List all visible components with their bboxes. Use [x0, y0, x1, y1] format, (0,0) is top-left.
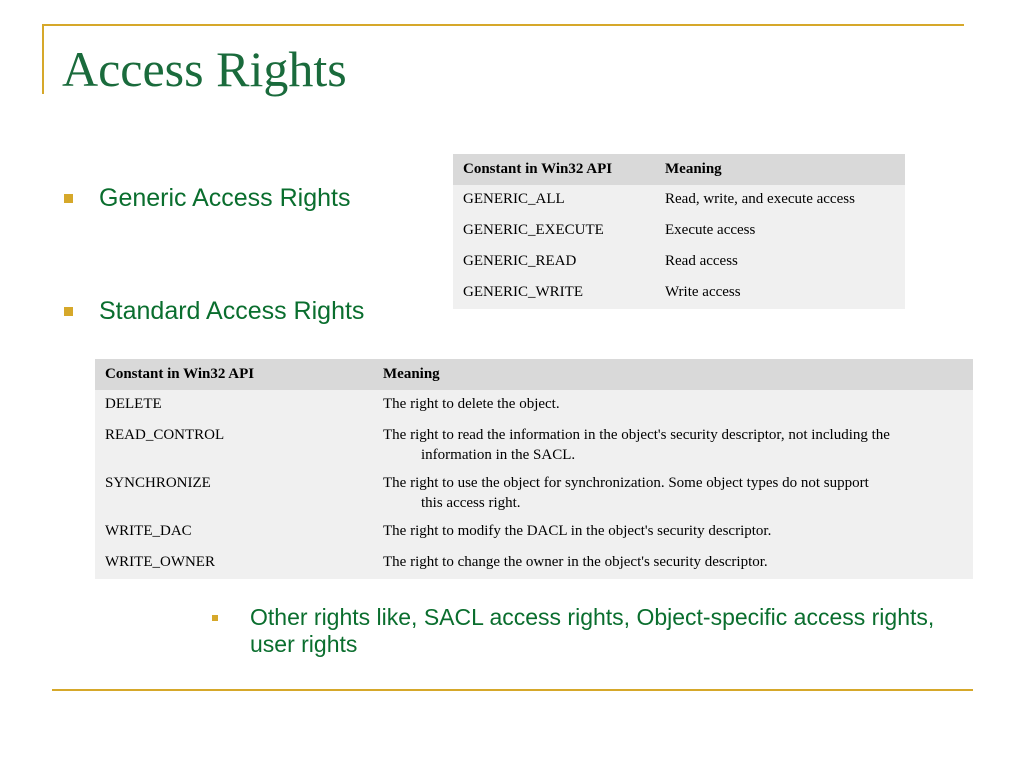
meaning-cell: Write access [655, 278, 905, 309]
meaning-line: The right to read the information in the object's security descriptor, not including the [383, 427, 890, 443]
bullet-text: Standard Access Rights [99, 297, 365, 325]
meaning-cell: Read access [655, 247, 905, 278]
generic-rights-table [453, 154, 905, 309]
constant-cell: DELETE [95, 390, 373, 421]
meaning-cell [373, 548, 973, 579]
table-row [95, 548, 973, 579]
constant-cell: READ_CONTROL [95, 421, 373, 469]
meaning-continuation: information in the SACL. [421, 447, 576, 463]
column-header: Constant in Win32 API [95, 359, 373, 390]
table-row [453, 278, 905, 309]
standard-rights-table [95, 359, 973, 579]
square-bullet-icon [64, 307, 73, 316]
table-row [95, 421, 973, 469]
column-header: Constant in Win32 API [453, 154, 655, 185]
meaning-line: The right to use the object for synchronization. Some object types do not support [383, 475, 869, 491]
table-row [95, 390, 973, 421]
table-row [453, 216, 905, 247]
table-header-row [453, 154, 905, 185]
constant-cell: GENERIC_READ [453, 247, 655, 278]
bullet-standard [64, 297, 364, 326]
sub-bullet-other-rights [212, 604, 952, 658]
column-header: Meaning [373, 359, 973, 390]
meaning-cell [373, 421, 973, 469]
table-row [95, 517, 973, 548]
constant-cell: GENERIC_ALL [453, 185, 655, 216]
table-row [95, 469, 973, 517]
bullet-generic [64, 184, 351, 213]
small-square-bullet-icon [212, 615, 218, 621]
meaning-continuation: this access right. [421, 495, 521, 511]
constant-cell: WRITE_OWNER [95, 548, 373, 579]
table-header-row [95, 359, 973, 390]
meaning-line: The right to change the owner in the object's security descriptor. [383, 554, 768, 570]
meaning-line: The right to delete the object. [383, 396, 560, 412]
meaning-cell [373, 390, 973, 421]
table-row [453, 247, 905, 278]
constant-cell: GENERIC_EXECUTE [453, 216, 655, 247]
meaning-cell [373, 469, 973, 517]
slide-title: Access Rights [62, 41, 347, 97]
column-header: Meaning [655, 154, 905, 185]
square-bullet-icon [64, 194, 73, 203]
sub-bullet-text: Other rights like, SACL access rights, Object-specific access rights, user rights [250, 604, 935, 657]
frame-top-rule [42, 24, 964, 26]
constant-cell: WRITE_DAC [95, 517, 373, 548]
meaning-cell [373, 517, 973, 548]
meaning-cell: Read, write, and execute access [655, 185, 905, 216]
meaning-line: The right to modify the DACL in the object's security descriptor. [383, 523, 772, 539]
bullet-text: Generic Access Rights [99, 184, 351, 212]
constant-cell: SYNCHRONIZE [95, 469, 373, 517]
meaning-cell: Execute access [655, 216, 905, 247]
frame-bottom-rule [52, 689, 973, 691]
constant-cell: GENERIC_WRITE [453, 278, 655, 309]
frame-left-rule [42, 24, 44, 94]
table-row [453, 185, 905, 216]
